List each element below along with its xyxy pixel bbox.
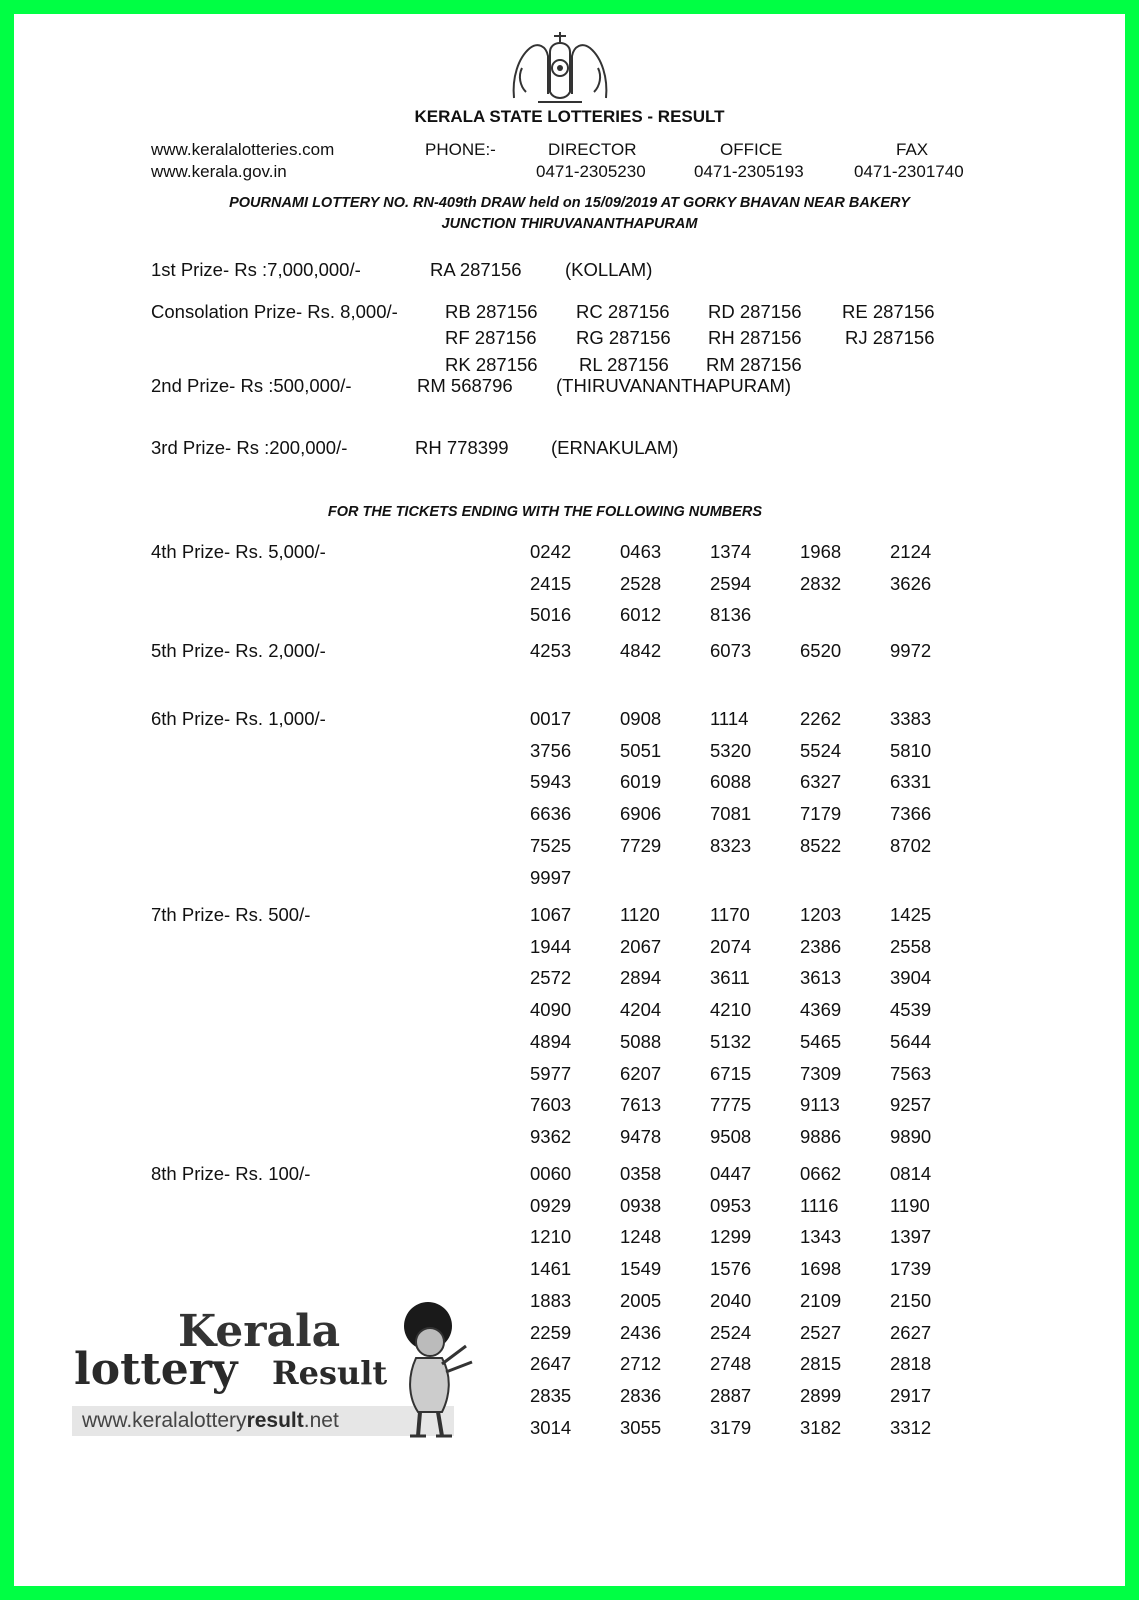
- consolation-prize-label: Consolation Prize- Rs. 8,000/-: [151, 301, 398, 322]
- winning-number: 2594: [710, 572, 752, 594]
- winning-number: 1299: [710, 1226, 752, 1248]
- winning-number: 7366: [890, 803, 932, 825]
- website-link-1[interactable]: www.keralalotteries.com: [151, 140, 335, 159]
- winning-number: 0447: [710, 1163, 752, 1184]
- winning-number: 6019: [620, 771, 662, 793]
- winning-number: 9997: [530, 866, 572, 888]
- fifth-prize-label: 5th Prize- Rs. 2,000/-: [151, 640, 326, 661]
- watermark-word-lottery: lottery: [74, 1344, 238, 1395]
- draw-info-line-2: JUNCTION THIRUVANANTHAPURAM: [441, 216, 698, 232]
- winning-number: 1114: [710, 708, 749, 729]
- winning-number: 4539: [890, 999, 932, 1021]
- winning-number: 1210: [530, 1226, 572, 1248]
- winning-number: 9886: [800, 1125, 842, 1147]
- winning-number: 2748: [710, 1353, 752, 1375]
- winning-number: 6906: [620, 803, 662, 825]
- winning-number: 3756: [530, 739, 572, 761]
- winning-number: 1374: [710, 541, 752, 562]
- consolation-ticket: RF 287156: [445, 327, 537, 348]
- winning-number: 0463: [620, 541, 662, 562]
- winning-number: 1067: [530, 904, 572, 925]
- winning-number: 5051: [620, 739, 662, 761]
- winning-number: 5320: [710, 739, 752, 761]
- winning-number: 2712: [620, 1353, 662, 1375]
- winning-number: 0662: [800, 1163, 842, 1184]
- winning-number: 0060: [530, 1163, 572, 1184]
- consolation-ticket: RM 287156: [706, 354, 802, 375]
- winning-number: 1343: [800, 1226, 842, 1248]
- winning-number: 2832: [800, 572, 842, 594]
- winning-number: 5644: [890, 1030, 932, 1052]
- winning-number: 2415: [530, 572, 572, 594]
- office-label: OFFICE: [720, 140, 783, 159]
- third-prize-label: 3rd Prize- Rs :200,000/-: [151, 437, 348, 458]
- winning-number: 0938: [620, 1194, 662, 1216]
- fourth-prize-label: 4th Prize- Rs. 5,000/-: [151, 541, 326, 562]
- watermark-url-prefix: www.keralalottery: [82, 1409, 247, 1432]
- winning-number: 1549: [620, 1258, 662, 1280]
- winning-number: 5810: [890, 739, 932, 761]
- winning-number: 2005: [620, 1289, 662, 1311]
- winning-number: 0953: [710, 1194, 752, 1216]
- second-prize-ticket: RM 568796: [417, 375, 513, 396]
- winning-number: 3055: [620, 1416, 662, 1438]
- watermark-url-bold: result: [246, 1409, 304, 1432]
- fax-label: FAX: [896, 140, 929, 159]
- third-prize-ticket: RH 778399: [415, 437, 509, 458]
- consolation-ticket: RC 287156: [576, 301, 670, 322]
- winning-number: 2887: [710, 1384, 752, 1406]
- winning-number: 7179: [800, 803, 842, 825]
- consolation-ticket: RG 287156: [576, 327, 671, 348]
- winning-number: 6073: [710, 640, 752, 661]
- winning-number: 5943: [530, 771, 572, 793]
- winning-number: 9478: [620, 1125, 662, 1147]
- winning-number: 4842: [620, 640, 662, 661]
- winning-number: 6715: [710, 1062, 752, 1084]
- director-label: DIRECTOR: [548, 140, 637, 159]
- winning-number: 7563: [890, 1062, 932, 1084]
- winning-number: 6012: [620, 604, 662, 626]
- winning-number: 2917: [890, 1384, 932, 1406]
- winning-number: 0814: [890, 1163, 932, 1184]
- winning-number: 2386: [800, 935, 842, 957]
- winning-number: 1203: [800, 904, 842, 925]
- winning-number: 1698: [800, 1258, 842, 1280]
- website-link-2[interactable]: www.kerala.gov.in: [151, 162, 287, 181]
- winning-number: 7525: [530, 834, 572, 856]
- winning-number: 9113: [800, 1094, 840, 1116]
- winning-number: 4204: [620, 999, 662, 1021]
- watermark-word-result: Result: [272, 1354, 388, 1392]
- winning-number: 0242: [530, 541, 572, 562]
- kerala-emblem-icon: [508, 28, 612, 106]
- winning-number: 0358: [620, 1163, 662, 1184]
- winning-number: 2524: [710, 1321, 752, 1343]
- winning-number: 1968: [800, 541, 842, 562]
- winning-number: 8136: [710, 604, 752, 626]
- winning-number: 1944: [530, 935, 572, 957]
- winning-number: 2836: [620, 1384, 662, 1406]
- winning-number: 9508: [710, 1125, 752, 1147]
- winning-number: 7775: [710, 1094, 752, 1116]
- winning-number: 3904: [890, 967, 932, 989]
- winning-number: 3626: [890, 572, 932, 594]
- first-prize-ticket: RA 287156: [430, 259, 522, 280]
- winning-number: 3014: [530, 1416, 572, 1438]
- winning-number: 5132: [710, 1030, 752, 1052]
- winning-number: 5016: [530, 604, 572, 626]
- winning-number: 2109: [800, 1289, 842, 1311]
- seventh-prize-label: 7th Prize- Rs. 500/-: [151, 904, 311, 925]
- winning-number: 5977: [530, 1062, 572, 1084]
- first-prize-label: 1st Prize- Rs :7,000,000/-: [151, 259, 361, 280]
- winning-number: 1576: [710, 1258, 752, 1280]
- winning-number: 1116: [800, 1194, 839, 1216]
- consolation-ticket: RH 287156: [708, 327, 802, 348]
- winning-number: 6327: [800, 771, 842, 793]
- first-prize-place: (KOLLAM): [565, 259, 653, 280]
- eighth-prize-label: 8th Prize- Rs. 100/-: [151, 1163, 311, 1184]
- winning-number: 2627: [890, 1321, 932, 1343]
- winning-number: 8702: [890, 834, 932, 856]
- winning-number: 2647: [530, 1353, 572, 1375]
- winning-number: 2558: [890, 935, 932, 957]
- draw-info-line-1: POURNAMI LOTTERY NO. RN-409th DRAW held on 15/09/2019 AT GORKY BHAVAN NEAR BAKERY: [229, 195, 910, 211]
- winning-number: 3182: [800, 1416, 842, 1438]
- winning-number: 9890: [890, 1125, 932, 1147]
- winning-number: 2835: [530, 1384, 572, 1406]
- winning-number: 2067: [620, 935, 662, 957]
- winning-number: 6207: [620, 1062, 662, 1084]
- office-phone: 0471-2305193: [694, 162, 804, 181]
- winning-number: 2528: [620, 572, 662, 594]
- winning-number: 0929: [530, 1194, 572, 1216]
- winning-number: 2899: [800, 1384, 842, 1406]
- winning-number: 9972: [890, 640, 932, 661]
- winning-number: 1170: [710, 904, 750, 925]
- winning-number: 2894: [620, 967, 662, 989]
- winning-number: 1248: [620, 1226, 662, 1248]
- winning-number: 2818: [890, 1353, 932, 1375]
- winning-number: 1739: [890, 1258, 932, 1280]
- winning-number: 8323: [710, 834, 752, 856]
- winning-number: 6636: [530, 803, 572, 825]
- winning-number: 7309: [800, 1062, 842, 1084]
- winning-number: 3179: [710, 1416, 752, 1438]
- winning-number: 4369: [800, 999, 842, 1021]
- winning-number: 7613: [620, 1094, 662, 1116]
- winning-number: 5088: [620, 1030, 662, 1052]
- winning-number: 7603: [530, 1094, 572, 1116]
- winning-number: 6331: [890, 771, 932, 793]
- watermark-url-suffix: .net: [303, 1409, 339, 1432]
- winning-number: 2436: [620, 1321, 662, 1343]
- winning-number: 2262: [800, 708, 842, 729]
- winning-number: 5524: [800, 739, 842, 761]
- winning-number: 4253: [530, 640, 572, 661]
- winning-number: 2527: [800, 1321, 842, 1343]
- winning-number: 1397: [890, 1226, 932, 1248]
- sixth-prize-label: 6th Prize- Rs. 1,000/-: [151, 708, 326, 729]
- winning-number: 2124: [890, 541, 932, 562]
- winning-number: 1461: [530, 1258, 572, 1280]
- third-prize-place: (ERNAKULAM): [551, 437, 679, 458]
- winning-number: 3312: [890, 1416, 932, 1438]
- winning-number: 4090: [530, 999, 572, 1021]
- consolation-ticket: RL 287156: [579, 354, 669, 375]
- winning-number: 0908: [620, 708, 662, 729]
- consolation-ticket: RJ 287156: [845, 327, 935, 348]
- winning-number: 5465: [800, 1030, 842, 1052]
- winning-number: 8522: [800, 834, 842, 856]
- winning-number: 3611: [710, 967, 750, 989]
- winning-number: 4894: [530, 1030, 572, 1052]
- winning-number: 7729: [620, 834, 662, 856]
- consolation-ticket: RD 287156: [708, 301, 802, 322]
- winning-number: 2815: [800, 1353, 842, 1375]
- winning-number: 1190: [890, 1194, 930, 1216]
- winning-number: 2150: [890, 1289, 932, 1311]
- winning-number: 2074: [710, 935, 752, 957]
- winning-number: 6520: [800, 640, 842, 661]
- winning-number: 7081: [710, 803, 752, 825]
- winning-number: 1883: [530, 1289, 572, 1311]
- consolation-ticket: RK 287156: [445, 354, 538, 375]
- mascot-figure-icon: [396, 1300, 476, 1440]
- winning-number: 0017: [530, 708, 572, 729]
- winning-number: 1425: [890, 904, 932, 925]
- winning-number: 2572: [530, 967, 572, 989]
- ending-numbers-heading: FOR THE TICKETS ENDING WITH THE FOLLOWING NUMBERS: [327, 504, 763, 520]
- consolation-ticket: RE 287156: [842, 301, 935, 322]
- winning-number: 2040: [710, 1289, 752, 1311]
- page-title: KERALA STATE LOTTERIES - RESULT: [414, 107, 725, 126]
- consolation-ticket: RB 287156: [445, 301, 538, 322]
- winning-number: 3383: [890, 708, 932, 729]
- winning-number: 4210: [710, 999, 752, 1021]
- watermark-word-kerala: Kerala: [178, 1306, 341, 1357]
- winning-number: 3613: [800, 967, 842, 989]
- winning-number: 9362: [530, 1125, 572, 1147]
- second-prize-label: 2nd Prize- Rs :500,000/-: [151, 375, 352, 396]
- director-phone: 0471-2305230: [536, 162, 646, 181]
- second-prize-place: (THIRUVANANTHAPURAM): [556, 375, 792, 396]
- winning-number: 9257: [890, 1094, 932, 1116]
- fax-number: 0471-2301740: [854, 162, 964, 181]
- winning-number: 1120: [620, 904, 660, 925]
- winning-number: 6088: [710, 771, 752, 793]
- phone-label: PHONE:-: [425, 140, 496, 159]
- winning-number: 2259: [530, 1321, 572, 1343]
